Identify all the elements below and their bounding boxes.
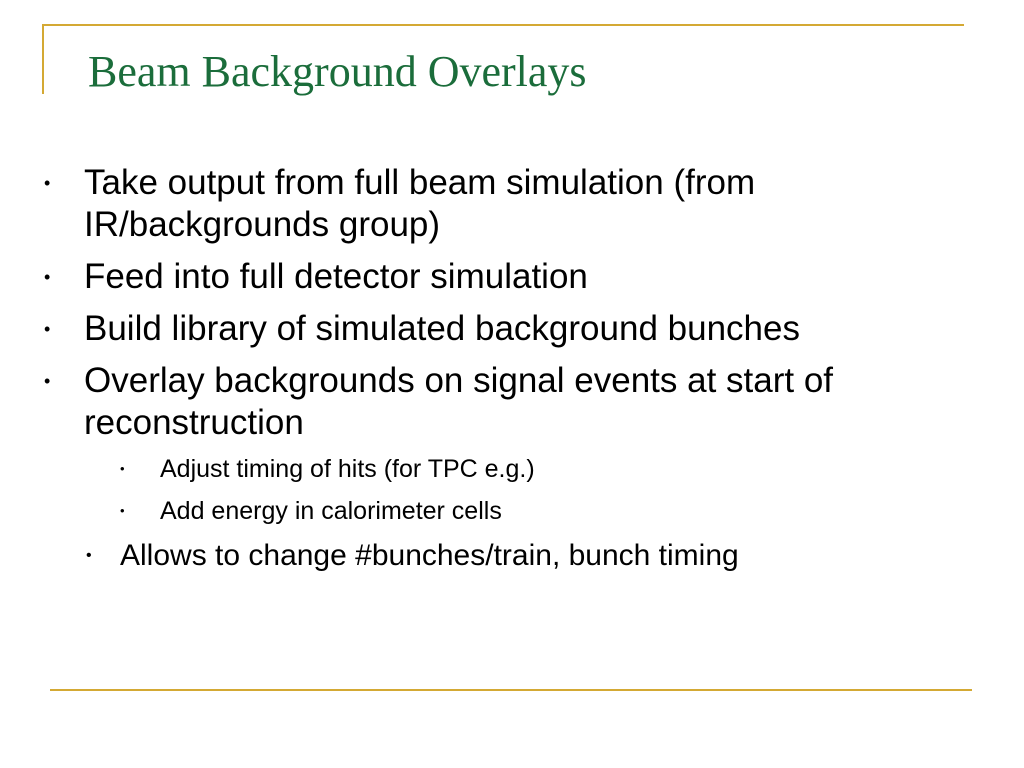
bullet-item	[40, 360, 940, 444]
bullet-list	[40, 162, 940, 574]
bullet-marker: •	[86, 547, 92, 564]
sub-bullet-text: Adjust timing of hits (for TPC e.g.)	[160, 455, 535, 483]
sub-bullet-text: Add energy in calorimeter cells	[160, 497, 502, 525]
bullet-marker: •	[44, 371, 51, 391]
bullet-text: Overlay backgrounds on signal events at start of reconstruction	[84, 361, 834, 442]
bottom-rule	[50, 689, 972, 691]
left-rule	[42, 24, 44, 94]
bullet-text: Build library of simulated background bunches	[84, 309, 800, 348]
top-rule	[42, 24, 964, 26]
slide-title: Beam Background Overlays	[88, 47, 587, 96]
bullet-marker: •	[44, 173, 51, 193]
bullet-item	[40, 256, 940, 298]
sub-bullet-marker: •	[120, 503, 125, 518]
sub-bullet-marker: •	[120, 461, 125, 476]
bullet-marker: •	[44, 319, 51, 339]
bullet-marker: •	[44, 267, 51, 287]
bullet-item	[40, 308, 940, 350]
sub-bullet-item	[40, 496, 940, 526]
bullet-item	[40, 538, 940, 574]
bullet-text: Feed into full detector simulation	[84, 257, 588, 296]
bullet-item	[40, 162, 940, 246]
sub-bullet-item	[40, 454, 940, 484]
bullet-text: Allows to change #bunches/train, bunch timing	[120, 539, 739, 572]
bullet-text: Take output from full beam simulation (from IR/backgrounds group)	[84, 163, 756, 244]
